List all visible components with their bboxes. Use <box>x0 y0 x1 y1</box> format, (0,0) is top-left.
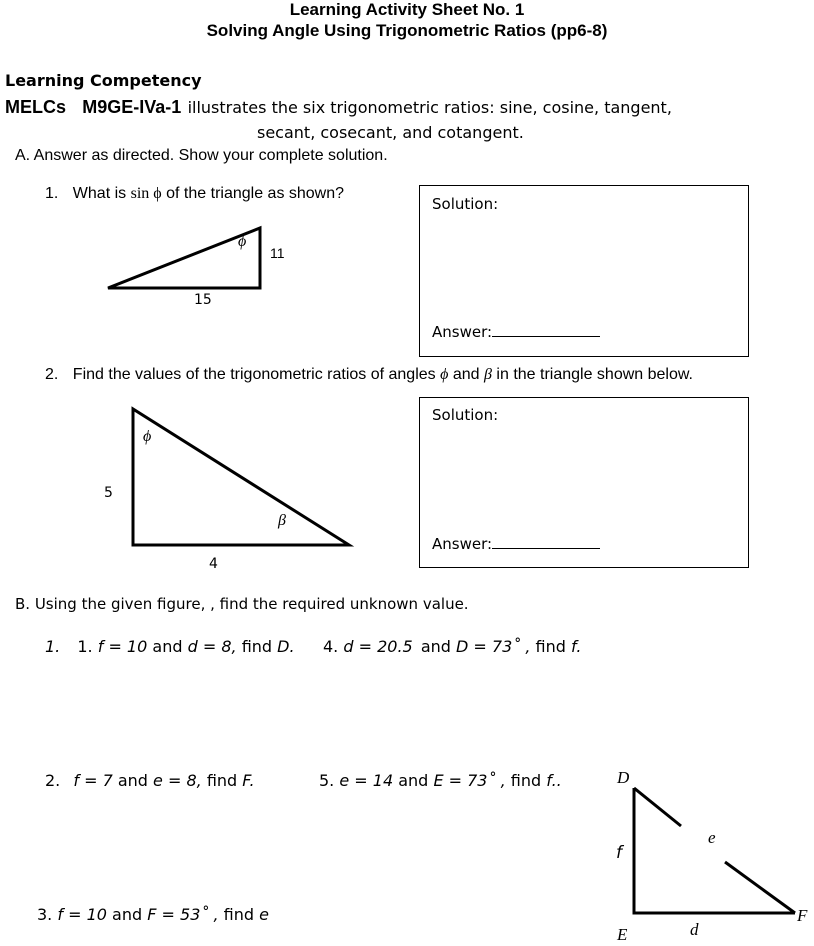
problem-2-eq1: f = 7 <box>73 771 113 790</box>
competency-text-2: secant, cosecant, and cotangent. <box>257 123 524 142</box>
problem-4-number: 4. <box>323 637 339 656</box>
problem-3-and: and <box>112 905 143 924</box>
page-title: Learning Activity Sheet No. 1 <box>289 0 525 19</box>
q2-triangle <box>133 409 349 545</box>
competency-code: M9GE-IVa-1 <box>82 97 182 117</box>
problem-1-and: and <box>152 637 183 656</box>
q1-side-horizontal: 15 <box>194 292 212 308</box>
problem-2-eq2: e = 8, <box>153 771 202 790</box>
problem-4-and: and <box>420 637 451 656</box>
problem-2-find: find <box>206 771 238 790</box>
q2-angle-beta-label: β <box>278 512 286 529</box>
problem-3-eq2: F = 53˚ , <box>147 905 219 924</box>
problem-1 <box>45 637 295 656</box>
part-b-instruction: B. Using the given figure, , find the required unknown value. <box>15 595 469 613</box>
competency-prefix: MELCs <box>5 97 67 117</box>
figure-hyp-lower <box>725 862 795 913</box>
q2-number: 2. <box>45 366 59 383</box>
problem-4-target: f. <box>571 637 582 656</box>
q2-angle-phi-label: ϕ <box>143 428 152 445</box>
problem-5-find: find <box>510 771 542 790</box>
problem-5-number: 5. <box>319 771 335 790</box>
problem-3 <box>37 905 269 924</box>
q2-text <box>45 366 693 384</box>
problem-3-number: 3. <box>37 905 53 924</box>
problem-2-target: F. <box>242 771 255 790</box>
problem-3-target: e <box>259 905 269 924</box>
q2-angle1: ϕ <box>440 366 449 383</box>
page-subtitle: Solving Angle Using Trigonometric Ratios (pp6-8) <box>206 21 608 40</box>
q2-text-before: Find the values of the trigonometric ratios of angles <box>72 366 436 383</box>
q2-solution-box[interactable] <box>419 397 749 568</box>
q1-side-vertical: 11 <box>270 245 285 261</box>
q1-text-before: What is <box>72 185 127 202</box>
problem-1-target: D. <box>277 637 295 656</box>
problem-2 <box>45 771 255 790</box>
figure-side-f: f <box>616 843 622 863</box>
q1-answer <box>432 322 600 341</box>
problem-2-and: and <box>117 771 148 790</box>
problem-4 <box>323 637 581 656</box>
q2-side-horizontal: 4 <box>209 556 218 572</box>
problem-1-number: 1. <box>45 637 61 656</box>
q2-text-after: in the triangle shown below. <box>496 366 693 383</box>
competency-text-1: illustrates the six trigonometric ratios: sine, cosine, tangent, <box>187 98 672 117</box>
figure-vertex-d: D <box>617 768 630 787</box>
problem-3-find: find <box>223 905 255 924</box>
problem-5-eq1: e = 14 <box>339 771 394 790</box>
problem-1-number-2: 1. <box>77 637 93 656</box>
q1-number: 1. <box>45 185 59 202</box>
q1-angle-label: ϕ <box>238 233 247 250</box>
q2-text-mid: and <box>452 366 480 383</box>
figure-vertex-f: F <box>797 906 808 925</box>
problem-2-number: 2. <box>45 771 61 790</box>
part-a-instruction: A. Answer as directed. Show your complete solution. <box>15 147 388 164</box>
q2-answer-label: Answer: <box>432 535 493 553</box>
problem-3-eq1: f = 10 <box>57 905 107 924</box>
problem-1-eq1: f = 10 <box>97 637 148 656</box>
q2-answer-line[interactable] <box>492 534 600 549</box>
problem-1-eq2: d = 8, <box>187 637 237 656</box>
q1-text-after: of the triangle as shown? <box>166 185 345 202</box>
problem-4-find: find <box>535 637 566 656</box>
q1-math: sin ϕ <box>130 185 162 202</box>
q1-solution-label: Solution: <box>432 195 499 213</box>
competency-heading: Learning Competency <box>5 71 202 90</box>
figure-side-d: d <box>690 920 699 939</box>
q2-answer <box>432 534 600 553</box>
problem-1-find: find <box>241 637 273 656</box>
problem-4-eq2: D = 73˚ , <box>456 637 531 656</box>
problem-4-eq1: d = 20.5 <box>343 637 413 656</box>
q1-solution-box[interactable] <box>419 185 749 357</box>
figure-vertex-e: E <box>617 925 628 944</box>
problem-5-and: and <box>398 771 429 790</box>
q1-answer-label: Answer: <box>432 323 493 341</box>
figure-side-e: e <box>708 828 716 847</box>
q2-side-vertical: 5 <box>104 485 113 501</box>
q2-angle2: β <box>484 366 492 383</box>
problem-5 <box>319 771 562 790</box>
q2-solution-label: Solution: <box>432 406 499 424</box>
figure-hyp-upper <box>634 788 681 826</box>
q1-answer-line[interactable] <box>492 322 600 337</box>
problem-5-eq2: E = 73˚ , <box>433 771 506 790</box>
problem-5-target: f.. <box>546 771 562 790</box>
